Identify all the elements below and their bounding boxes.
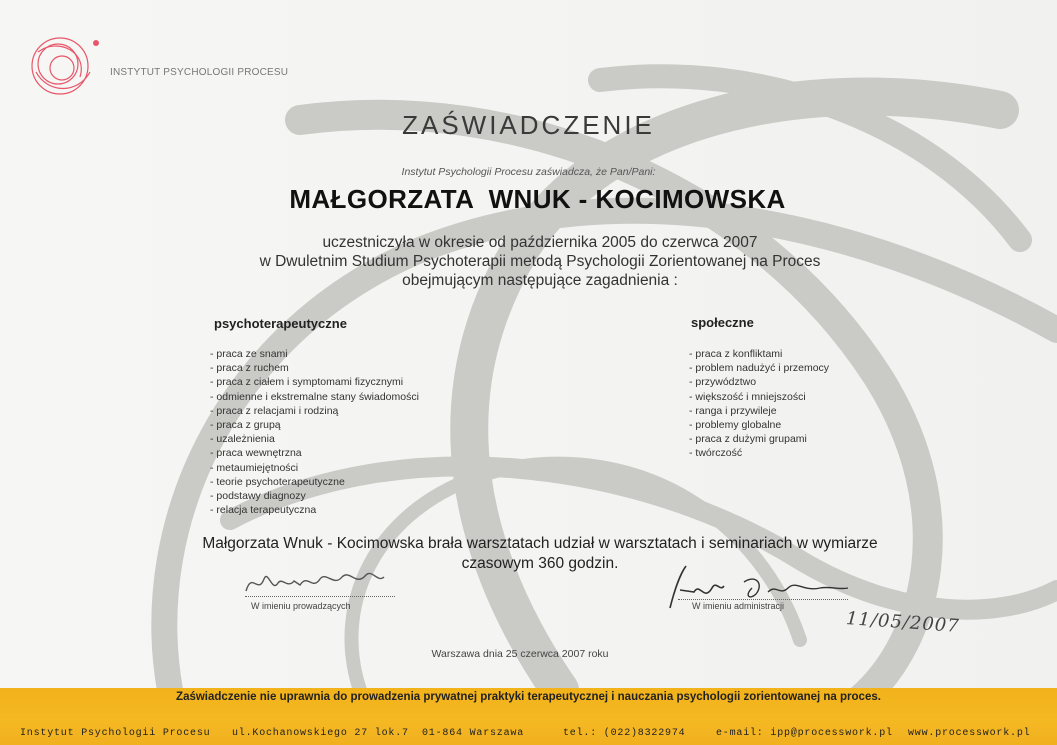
list-item: - praca z relacjami i rodziną [210, 404, 339, 417]
recipient-name: MAŁGORZATA WNUK - KOCIMOWSKA [289, 184, 786, 214]
program-description [0, 233, 1057, 290]
list-item: - uzależnienia [210, 433, 275, 446]
footer-postal: 01-864 Warszawa [422, 728, 525, 739]
list-item: - praca ze snami [210, 348, 288, 360]
footer-phone: tel.: (022)8322974 [563, 728, 686, 739]
left-signature [238, 565, 388, 599]
social-column-heading: społeczne [691, 315, 754, 330]
list-item: - problemy globalne [689, 419, 782, 432]
handwritten-date: 11/05/2007 [845, 608, 961, 637]
list-item: - problem nadużyć i przemocy [689, 362, 830, 375]
list-item: - przywództwo [689, 376, 757, 389]
list-item: - praca z ruchem [210, 362, 289, 375]
certificate-title: ZAŚWIADCZENIE [402, 110, 655, 140]
footer-band [0, 688, 1057, 745]
social-topic-list [689, 347, 829, 461]
list-item: - praca z dużymi grupami [689, 433, 807, 446]
institute-logo-icon [28, 32, 100, 98]
intro-text: Instytut Psychologii Procesu zaświadcza, że Pan/Pani: [401, 166, 656, 178]
list-item: - ranga i przywileje [689, 404, 777, 417]
institute-logo-text: INSTYTUT PSYCHOLOGII PROCESU [110, 67, 289, 78]
description-line: uczestniczyła w okresie od października 2005 do czerwca 2007 [322, 234, 758, 251]
left-signature-caption: W imieniu prowadzących [251, 601, 351, 611]
list-item: - praca z konfliktami [689, 348, 783, 360]
list-item: - praca z grupą [210, 419, 281, 432]
footer-website: www.processwork.pl [908, 728, 1031, 739]
list-item: - większość i mniejszości [689, 390, 806, 403]
right-signature-caption: W imieniu administracji [692, 601, 785, 611]
list-item: - metaumiejętności [210, 461, 299, 474]
left-signature-line [245, 596, 395, 597]
list-item: - twórczość [689, 447, 743, 460]
psychotherapy-topic-list [210, 347, 419, 517]
list-item: - praca z ciałem i symptomami fizycznymi [210, 376, 404, 389]
list-item: - praca wewnętrzna [210, 447, 302, 460]
footer-notice: Zaświadczenie nie uprawnia do prowadzenia prywatnej praktyki terapeutycznej i nauczania psychologii zorientowanej na proces. [176, 691, 881, 703]
list-item: - teorie psychoterapeutyczne [210, 475, 345, 488]
psychotherapy-column-heading: psychoterapeutyczne [214, 316, 347, 331]
right-signature-line [678, 599, 848, 600]
summary-text [0, 534, 1057, 574]
summary-line: Małgorzata Wnuk - Kocimowska brała warsztatach udział w warsztatach i seminariach w wymiarze [202, 535, 878, 552]
description-line: w Dwuletnim Studium Psychoterapii metodą Psychologii Zorientowanej na Proces [259, 253, 821, 270]
list-item: - odmienne i ekstremalne stany świadomości [210, 390, 419, 403]
footer-email: e-mail: ipp@processwork.pl [716, 728, 893, 739]
summary-line: czasowym 360 godzin. [461, 555, 619, 572]
list-item: - podstawy diagnozy [210, 490, 306, 503]
footer-institute-name: Instytut Psychologii Procesu [20, 728, 211, 739]
place-and-date: Warszawa dnia 25 czerwca 2007 roku [431, 648, 609, 660]
footer-address: ul.Kochanowskiego 27 lok.7 [232, 728, 409, 739]
list-item: - relacja terapeutyczna [210, 504, 317, 517]
description-line: obejmującym następujące zagadnienia : [402, 272, 678, 289]
